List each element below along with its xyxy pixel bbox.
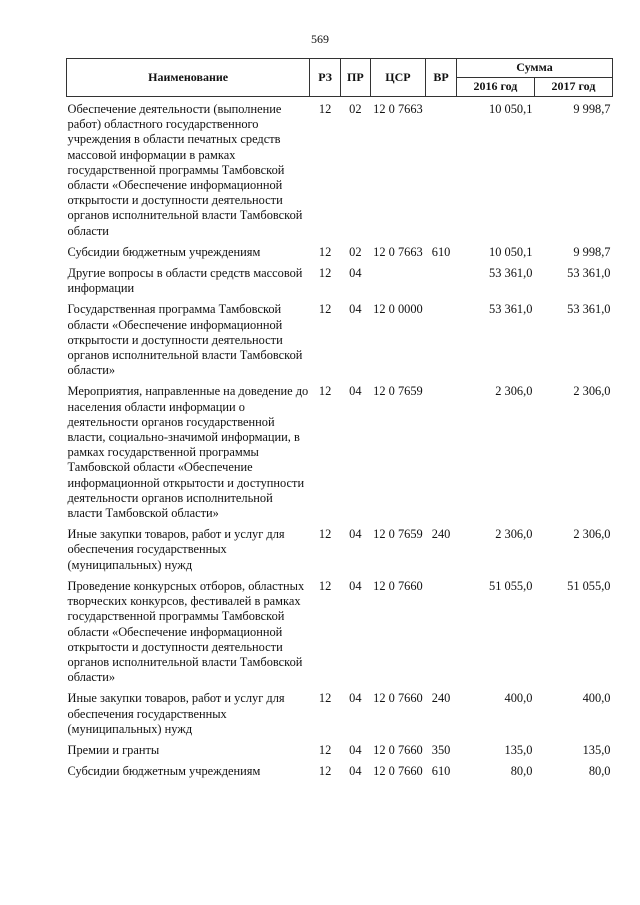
table-row [67,102,613,245]
cell-2016: 135,0 [504,742,533,757]
cell-pr: 04 [349,578,362,593]
header-name: Наименование [67,59,310,97]
table-body [67,97,613,786]
cell-rz: 12 [318,691,332,706]
cell-2016: 10 050,1 [489,102,533,116]
cell-2016: 51 055,0 [489,578,533,593]
cell-pr: 04 [349,302,362,317]
cell-vr: 240 [431,691,451,706]
cell-rz: 12 [318,302,332,317]
table-row [67,302,613,384]
cell-2016: 2 306,0 [495,384,533,399]
cell-2016: 53 361,0 [489,302,533,317]
cell-2016: 53 361,0 [489,266,533,281]
cell-pr: 02 [349,244,362,259]
cell-pr: 02 [349,102,362,116]
cell-vr: 240 [431,527,451,542]
cell-vr [426,266,457,302]
budget-table [66,58,613,785]
cell-csr: 12 0 7663 [373,244,423,259]
cell-rz: 12 [318,102,332,116]
cell-vr: 610 [431,764,451,779]
header-pr: ПР [341,59,371,97]
table-row [67,743,613,764]
cell-name: Проведение конкурсных отборов, областных творческих конкурсов, фестивалей в рамках государственной программы Тамбовской области «Обеспечение информационной открытости и доступности деятельности органов исполнительной власти Тамбовской области» [67,578,305,685]
table-row [67,764,613,785]
header-2016: 2016 год [456,78,534,97]
cell-csr [370,266,425,302]
cell-csr: 12 0 7659 [373,384,423,399]
cell-2016: 10 050,1 [489,244,533,259]
cell-csr: 12 0 7660 [373,764,423,779]
cell-name: Обеспечение деятельности (выполнение работ) областного государственного учреждения в области печатных средств массовой информации в рамках государственной программы Тамбовской области «Обеспечение информационной открытости и доступности деятельности органов исполнительной власти Тамбовской области [67,102,303,238]
cell-name: Другие вопросы в области средств массовой информации [67,266,303,296]
cell-2017: 9 998,7 [573,244,611,259]
cell-name: Премии и гранты [67,742,160,757]
cell-pr: 04 [349,764,362,779]
cell-csr: 12 0 0000 [373,302,423,317]
header-rz: РЗ [310,59,341,97]
cell-2017: 51 055,0 [567,578,611,593]
cell-csr: 12 0 7660 [373,691,423,706]
cell-2017: 53 361,0 [567,266,611,281]
cell-rz: 12 [318,244,332,259]
cell-rz: 12 [318,384,332,399]
cell-2017: 135,0 [582,742,611,757]
cell-vr [426,102,457,245]
table-row [67,527,613,579]
cell-pr: 04 [349,384,362,399]
table-header [67,59,613,97]
table-row [67,245,613,266]
cell-vr: 610 [431,244,451,259]
cell-name: Государственная программа Тамбовской области «Обеспечение информационной открытости и доступности деятельности органов исполнительной власти Тамбовской области» [67,302,303,378]
cell-pr: 04 [349,266,362,281]
cell-vr [426,384,457,527]
page-number: 569 [311,32,329,46]
cell-rz: 12 [318,742,332,757]
cell-csr: 12 0 7663 [373,102,423,116]
cell-pr: 04 [349,527,362,542]
cell-2017: 53 361,0 [567,302,611,317]
header-vr: ВР [426,59,457,97]
cell-2016: 400,0 [504,691,533,706]
cell-2017: 400,0 [582,691,611,706]
table-row [67,266,613,302]
cell-rz: 12 [318,266,332,281]
cell-name: Иные закупки товаров, работ и услуг для обеспечения государственных (муниципальных) нужд [67,527,285,572]
cell-name: Иные закупки товаров, работ и услуг для обеспечения государственных (муниципальных) нужд [67,691,285,736]
cell-pr: 04 [349,742,362,757]
header-sum: Сумма [456,59,612,78]
cell-name: Субсидии бюджетным учреждениям [67,764,261,779]
cell-2017: 80,0 [588,764,611,779]
cell-2017: 2 306,0 [573,384,611,399]
cell-csr: 12 0 7660 [373,742,423,757]
cell-csr: 12 0 7659 [373,527,423,542]
cell-rz: 12 [318,578,332,593]
cell-2016: 80,0 [510,764,533,779]
table-row [67,691,613,743]
cell-rz: 12 [318,527,332,542]
cell-vr [426,579,457,691]
cell-2016: 2 306,0 [495,527,533,542]
header-csr: ЦСР [370,59,425,97]
cell-vr [426,302,457,384]
header-2017: 2017 год [534,78,612,97]
cell-name: Мероприятия, направленные на доведение до населения области информации о деятельности органов государственной власти, социально-значимой информации, в рамках государственной программы Тамбовской области «Обеспечение информационной открытости и доступности деятельности органов исполнительной власти Тамбовской области» [67,384,309,521]
table-row [67,579,613,691]
cell-rz: 12 [318,764,332,779]
cell-pr: 04 [349,691,362,706]
cell-csr: 12 0 7660 [373,578,423,593]
cell-vr: 350 [431,742,451,757]
cell-2017: 2 306,0 [573,527,611,542]
cell-name: Субсидии бюджетным учреждениям [67,244,261,259]
table-row [67,384,613,527]
cell-2017: 9 998,7 [573,102,611,116]
